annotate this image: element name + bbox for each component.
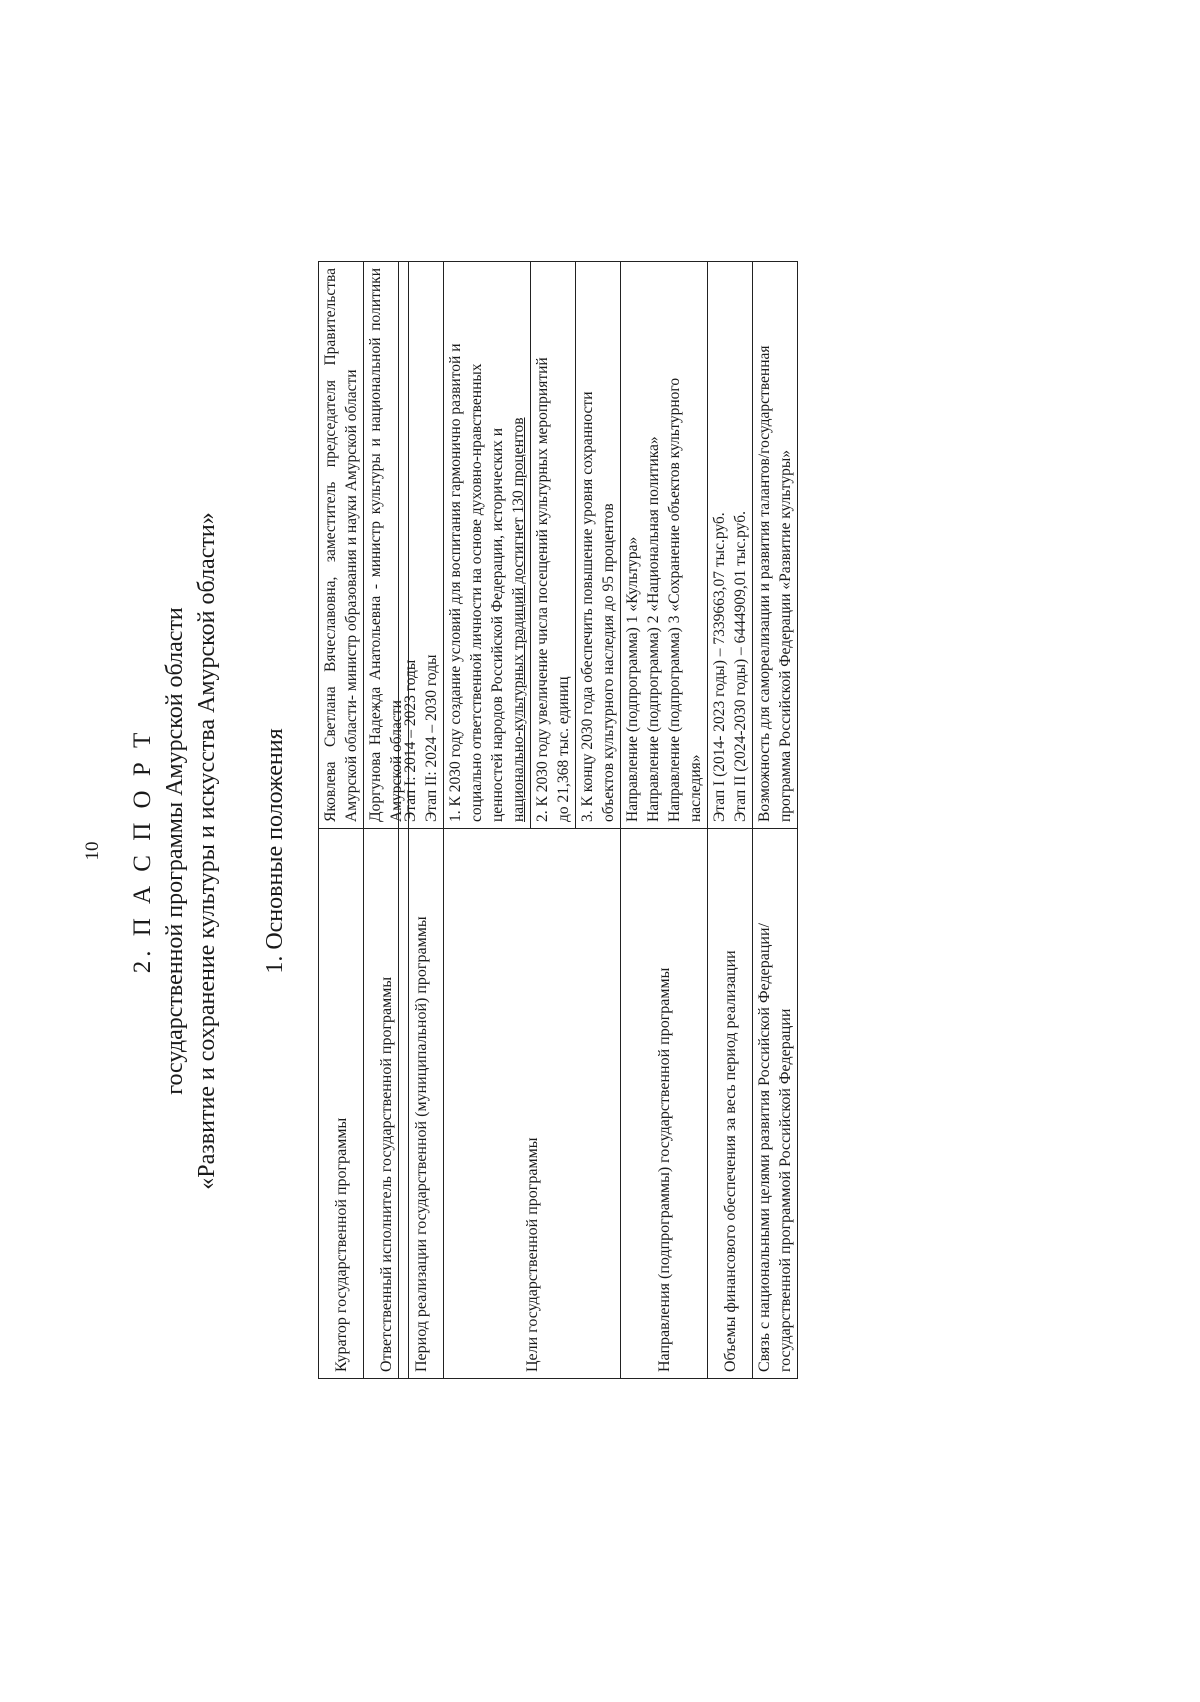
goal-2-line: 2. К 2030 году увеличение числа посещений культурных мероприятий bbox=[534, 357, 551, 822]
goal-3-line: объектов культурного наследия до 95 процентов bbox=[600, 503, 617, 822]
main-provisions-table bbox=[398, 261, 798, 1379]
program-name: «Развитие и сохранение культуры и искусства Амурской области» bbox=[194, 512, 220, 1190]
period-value bbox=[399, 262, 444, 829]
period-label: Период реализации государственной (муниципальной) программы bbox=[399, 829, 444, 1379]
curator-value: Яковлева Светлана Вячеславовна, заместитель председателя Правительства Амурской области- министр образования и науки Амурской области bbox=[319, 262, 364, 829]
section-title: 1. Основные положения bbox=[262, 728, 288, 974]
goal-1 bbox=[444, 262, 531, 829]
passport-title-block bbox=[127, 0, 223, 1702]
table-row bbox=[621, 262, 708, 1379]
table-row bbox=[319, 262, 364, 1379]
goal-3-line: 3. К концу 2030 года обеспечить повышение уровня сохранности bbox=[579, 391, 596, 822]
goal-1-line: национально-культурных традиций достигнет 130 процентов bbox=[510, 417, 527, 822]
page-number: 10 bbox=[82, 841, 103, 861]
national-goals-label bbox=[753, 829, 798, 1379]
goals-label: Цели государственной программы bbox=[444, 829, 621, 1379]
national-goals-value bbox=[753, 262, 798, 829]
direction-item: наследия» bbox=[687, 754, 704, 822]
table-row bbox=[708, 262, 753, 1379]
goal-3 bbox=[576, 262, 621, 829]
executor-label: Ответственный исполнитель государственной программы bbox=[364, 829, 409, 1379]
national-goals-label-line: Связь с национальными целями развития Российской Федерации/ bbox=[756, 923, 773, 1372]
direction-item: Направление (подпрограмма) 2 «Национальная политика» bbox=[645, 436, 662, 822]
national-goals-label-line: государственной программой Российской Федерации bbox=[777, 1008, 794, 1372]
goal-2 bbox=[531, 262, 576, 829]
goal-1-line: ценностей народов Российской Федерации, исторических и bbox=[489, 427, 506, 822]
national-goals-value-line: программа Российской Федерации «Развитие культуры» bbox=[777, 449, 794, 822]
table-row bbox=[399, 262, 444, 1379]
financing-stage-2: Этап II (2024-2030 годы) – 6444909,01 тыс.руб. bbox=[732, 511, 749, 822]
financing-label: Объемы финансового обеспечения за весь период реализации bbox=[708, 829, 753, 1379]
period-stage-1: Этап I: 2014 – 2023 годы bbox=[402, 659, 419, 822]
directions-label: Направления (подпрограммы) государственной программы bbox=[621, 829, 708, 1379]
direction-item: Направление (подпрограмма) 3 «Сохранение объектов культурного bbox=[666, 377, 683, 822]
goal-1-line: социально ответственной личности на основе духовно-нравственных bbox=[468, 363, 485, 822]
passport-subtitle: государственной программы Амурской области bbox=[162, 607, 188, 1095]
passport-title: 2. П А С П О Р Т bbox=[129, 728, 156, 974]
period-stage-2: Этап II: 2024 – 2030 годы bbox=[423, 654, 440, 822]
curator-table bbox=[318, 261, 409, 1379]
goal-1-line: 1. К 2030 году создание условий для воспитания гармонично развитой и bbox=[447, 343, 464, 822]
executor-value: Доргунова Надежда Анатольевна - министр культуры и национальной политики Амурской области bbox=[364, 262, 409, 829]
national-goals-value-line: Возможность для самореализации и развития талантов/государственная bbox=[756, 345, 773, 822]
direction-item: Направление (подпрограмма) 1 «Культура» bbox=[624, 536, 641, 822]
table-row bbox=[444, 262, 531, 1379]
financing-value bbox=[708, 262, 753, 829]
goal-2-line: до 21,368 тыс. единиц bbox=[555, 676, 572, 822]
directions-value bbox=[621, 262, 708, 829]
table-row bbox=[753, 262, 798, 1379]
financing-stage-1: Этап I (2014- 2023 годы) – 7339663,07 тыс.руб. bbox=[711, 512, 728, 822]
curator-label: Куратор государственной программы bbox=[319, 829, 364, 1379]
